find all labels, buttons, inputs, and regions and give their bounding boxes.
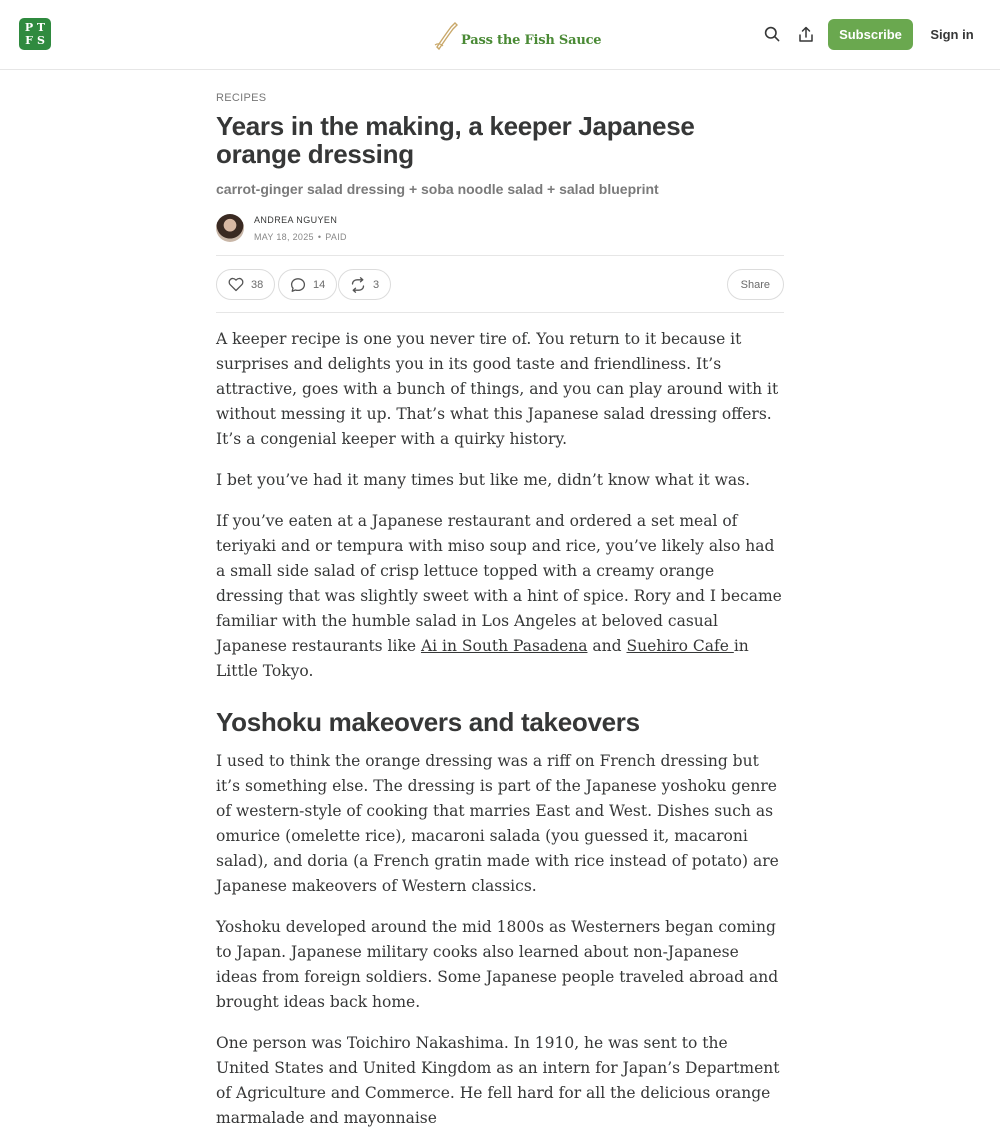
paragraph-text: If you’ve eaten at a Japanese restaurant and ordered a set meal of teriyaki and or tempura with miso soup and rice, you’ve likely also had a small side salad of crisp lettuce topped with a creamy orange dressing that was slightly sweet with a hint of spice. Rory and I became familiar with the humble salad in Los Angeles at beloved casual Japanese restaurants like	[216, 512, 782, 655]
restack-button[interactable]	[338, 269, 391, 300]
publication-wordmark[interactable]	[433, 18, 601, 52]
subscribe-button[interactable]: Subscribe	[828, 19, 913, 50]
article	[216, 92, 784, 1147]
paragraph: One person was Toichiro Nakashima. In 1910, he was sent to the United States and United Kingdom as an intern for Japan’s Department of Agriculture and Commerce. He fell hard for all the delicious orange marmalade and mayonnaise	[216, 1034, 780, 1127]
logo-letter: S	[37, 34, 45, 47]
sign-in-button[interactable]: Sign in	[926, 19, 978, 50]
section-label[interactable]: RECIPES	[216, 92, 267, 104]
restack-icon	[350, 277, 366, 293]
meta-separator: •	[317, 231, 322, 242]
share-page-button[interactable]	[796, 24, 816, 44]
byline	[216, 213, 784, 243]
paragraph-text: in Little Tokyo.	[216, 637, 749, 680]
post-title: Years in the making, a keeper Japanese orange dressing	[216, 111, 695, 169]
share-button[interactable]	[727, 269, 784, 300]
publication-logo[interactable]	[19, 18, 51, 50]
comment-count: 14	[313, 278, 326, 291]
access-badge: PAID	[325, 231, 347, 242]
search-button[interactable]	[762, 24, 782, 44]
paragraph-text: and	[587, 637, 627, 655]
comment-bubble-icon	[290, 277, 306, 293]
fish-sauce-bottle-icon	[433, 19, 459, 51]
post-meta	[254, 232, 347, 242]
post-subtitle: carrot-ginger salad dressing + soba noodle salad + salad blueprint	[216, 181, 659, 197]
search-icon	[764, 26, 780, 42]
post-body	[216, 327, 784, 1131]
heart-icon	[228, 277, 244, 292]
paragraph: A keeper recipe is one you never tire of. You return to it because it surprises and delights you in its good taste and friendliness. It’s attractive, goes with a bunch of things, and you can play around with it without messing it up. That’s what this Japanese salad dressing offers. It’s a congenial keeper with a quirky history.	[216, 330, 779, 448]
logo-letter: P	[24, 21, 34, 34]
author-name[interactable]: ANDREA NGUYEN	[254, 214, 338, 225]
comment-button[interactable]	[278, 269, 337, 300]
link-suehiro-cafe[interactable]: Suehiro Cafe	[626, 637, 734, 655]
logo-letter: F	[25, 34, 33, 47]
wordmark-text: Pass the Fish Sauce	[461, 32, 602, 48]
post-actions-bar	[216, 255, 784, 313]
paragraph: I used to think the orange dressing was a riff on French dressing but it’s something else. The dressing is part of the Japanese yoshoku genre of western-style of cooking that marries East and West. Dishes such as omurice (omelette rice), macaroni salada (you guessed it, macaroni salad), and doria (a French gratin made with rice instead of potato) are Japanese makeovers of Western classics.	[216, 752, 779, 895]
top-navigation-bar	[0, 0, 1000, 70]
paragraph	[216, 509, 784, 684]
like-button[interactable]	[216, 269, 275, 300]
logo-letter: T	[36, 21, 46, 34]
post-date: MAY 18, 2025	[254, 231, 314, 242]
share-label: Share	[740, 278, 770, 291]
paragraph: I bet you’ve had it many times but like me, didn’t know what it was.	[216, 471, 750, 489]
link-ai-south-pasadena[interactable]: Ai in South Pasadena	[420, 637, 588, 655]
paragraph: Yoshoku developed around the mid 1800s as Westerners began coming to Japan. Japanese military cooks also learned about non-Japanese ideas from foreign soldiers. Some Japanese people traveled abroad and brought ideas back home.	[216, 918, 779, 1011]
like-count: 38	[251, 278, 264, 291]
author-avatar[interactable]	[216, 214, 244, 242]
share-upload-icon	[798, 26, 814, 43]
section-heading: Yoshoku makeovers and takeovers	[216, 707, 640, 737]
restack-count: 3	[373, 278, 380, 291]
